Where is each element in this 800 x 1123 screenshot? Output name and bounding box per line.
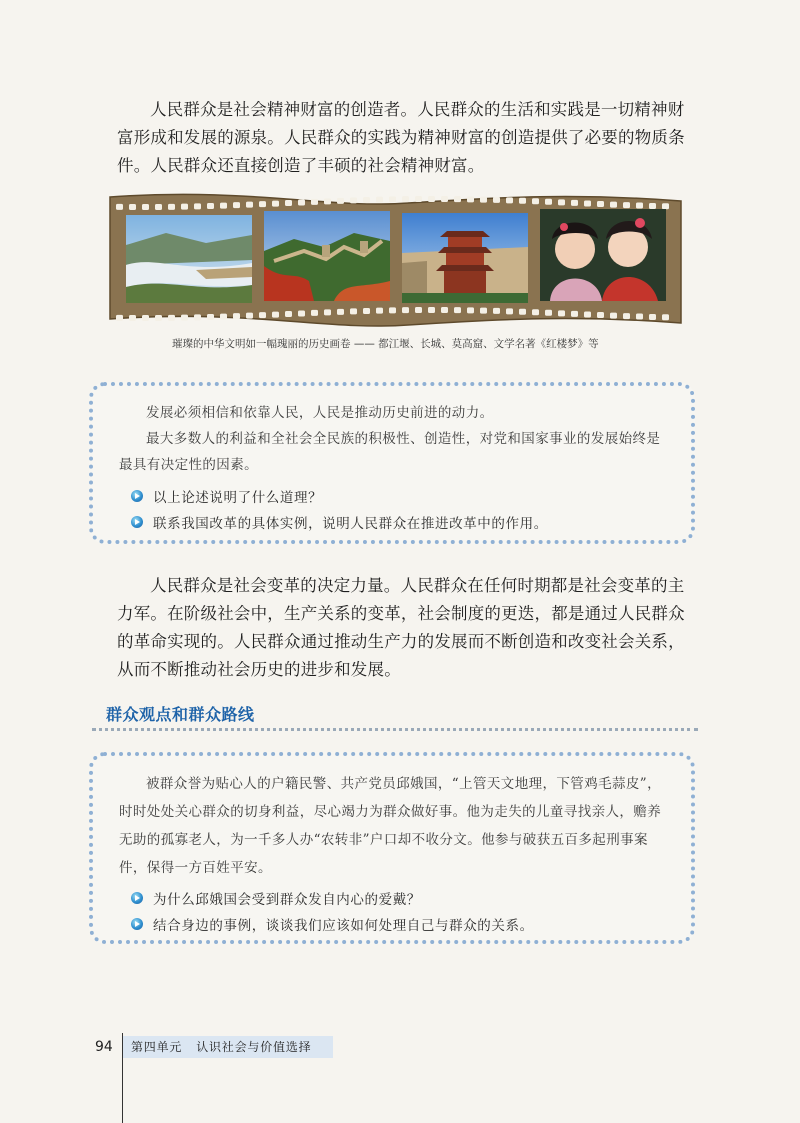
sprocket-hole [480,308,487,314]
play-bullet-icon [131,516,143,528]
play-bullet-icon [131,892,143,904]
question-text: 联系我国改革的具体实例，说明人民群众在推进改革中的作用。 [153,516,548,532]
sprocket-hole [532,198,539,204]
footer-unit: 第四单元 [131,1040,183,1054]
sprocket-hole [324,198,331,204]
sprocket-hole [415,196,422,202]
sprocket-hole [402,196,409,202]
page-number: 94 [95,1039,113,1055]
sprocket-hole [493,197,500,203]
sprocket-hole [363,197,370,203]
sprocket-hole [519,309,526,315]
sprocket-hole [337,198,344,204]
sprocket-hole [454,307,461,313]
sprocket-hole [480,197,487,203]
sprocket-hole [441,307,448,313]
sprocket-hole [402,307,409,313]
sprocket-hole [194,203,201,209]
photo-dream-of-red-mansions [540,209,666,301]
sprocket-hole [220,314,227,320]
sprocket-hole [207,314,214,320]
sprocket-hole [376,197,383,203]
sprocket-hole [623,202,630,208]
box2-text: 被群众誉为贴心人的户籍民警、共产党员邱娥国，“上管天文地理，下管鸡毛蒜皮”，时时处处关心群众的切身利益，尽心竭力为群众做好事。他为走失的儿童寻找亲人，赡养无助的孤寡老人，为一千多人办“农转非”户口却不收分文。他参与破获五百多起刑事案件，保得一方百姓平安。 [119,776,662,876]
sprocket-hole [350,197,357,203]
sprocket-hole [506,197,513,203]
question-text: 为什么邱娥国会受到群众发自内心的爱戴？ [153,892,421,908]
sprocket-hole [376,308,383,314]
sprocket-hole [571,200,578,206]
sprocket-hole [467,307,474,313]
sprocket-hole [545,199,552,205]
sprocket-hole [181,315,188,321]
box1-question-2 [131,512,548,532]
sprocket-hole [181,204,188,210]
section-title: 群众观点和群众路线 [106,705,255,724]
sprocket-hole [558,310,565,316]
sprocket-hole [506,308,513,314]
sprocket-hole [129,204,136,210]
box1-text-2: 最大多数人的利益和全社会全民族的积极性、创造性，对党和国家事业的发展始终是最具有决定性的因素。 [119,431,661,473]
sprocket-hole [311,199,318,205]
sprocket-hole [246,313,253,319]
footer-unit-bar [123,1036,333,1058]
sprocket-hole [636,314,643,320]
sprocket-hole [584,311,591,317]
sprocket-hole [168,315,175,321]
sprocket-hole [415,307,422,313]
sprocket-hole [168,204,175,210]
sprocket-hole [233,202,240,208]
box2-question-2 [131,914,534,934]
sprocket-hole [272,201,279,207]
sprocket-hole [623,313,630,319]
sprocket-hole [129,315,136,321]
paragraph-social-change: 人民群众是社会变革的决定力量。人民群众在任何时期都是社会变革的主力军。在阶级社会中，生产关系的变革，社会制度的更迭，都是通过人民群众的革命实现的。人民群众通过推动生产力的发展而不断创造和改变社会关系，从而不断推动社会历史的进步和发展。 [117,576,685,679]
sprocket-hole [272,312,279,318]
case-study-box [89,752,695,944]
paragraph-spiritual-wealth: 人民群众是社会精神财富的创造者。人民群众的生活和实践是一切精神财富形成和发展的源泉。人民群众的实践为精神财富的创造提供了必要的物质条件。人民群众还直接创造了丰硕的社会精神财富。 [117,100,685,175]
footer-unit-title: 认识社会与价值选择 [196,1040,312,1054]
box1-text-1: 发展必须相信和依靠人民，人民是推动历史前进的动力。 [146,405,494,421]
sprocket-hole [493,308,500,314]
sprocket-hole [246,202,253,208]
sprocket-hole [662,203,669,209]
sprocket-hole [662,314,669,320]
photo-dujiangyan [126,215,252,303]
sprocket-hole [259,312,266,318]
sprocket-hole [649,203,656,209]
question-text: 结合身边的事例，谈谈我们应该如何处理自己与群众的关系。 [153,918,534,934]
photo-great-wall [264,211,390,301]
film-strip-image [108,191,683,331]
sprocket-hole [285,200,292,206]
sprocket-hole [649,314,656,320]
play-bullet-icon [131,490,143,502]
sprocket-hole [194,314,201,320]
sprocket-hole [155,204,162,210]
sprocket-hole [285,311,292,317]
sprocket-hole [337,309,344,315]
play-bullet-icon [131,918,143,930]
sprocket-hole [454,196,461,202]
sprocket-hole [597,201,604,207]
sprocket-hole [142,315,149,321]
sprocket-hole [610,202,617,208]
sprocket-hole [363,308,370,314]
sprocket-hole [116,315,123,321]
sprocket-hole [389,196,396,202]
sprocket-hole [298,199,305,205]
sprocket-hole [155,315,162,321]
sprocket-hole [389,307,396,313]
sprocket-hole [597,312,604,318]
sprocket-hole [571,311,578,317]
figure-caption: 璀璨的中华文明如一幅瑰丽的历史画卷 —— 都江堰、长城、莫高窟、文学名著《红楼梦》等 [172,338,599,350]
sprocket-hole [532,309,539,315]
photo-mogao-caves [402,213,528,303]
sprocket-hole [298,310,305,316]
sprocket-hole [233,313,240,319]
sprocket-hole [428,307,435,313]
sprocket-hole [545,310,552,316]
question-text: 以上论述说明了什么道理？ [153,490,323,506]
box1-question-1 [131,486,322,506]
sprocket-hole [311,310,318,316]
sprocket-hole [584,200,591,206]
sprocket-hole [610,313,617,319]
sprocket-hole [636,203,643,209]
sprocket-hole [467,196,474,202]
sprocket-hole [558,199,565,205]
sprocket-hole [259,201,266,207]
sprocket-hole [142,204,149,210]
sprocket-hole [350,308,357,314]
box2-question-1 [131,888,421,908]
sprocket-hole [324,309,331,315]
sprocket-hole [441,196,448,202]
sprocket-hole [220,203,227,209]
discussion-box-1 [89,382,695,544]
sprocket-hole [519,198,526,204]
sprocket-hole [207,203,214,209]
section-divider [92,728,698,731]
sprocket-hole [428,196,435,202]
sprocket-hole [116,204,123,210]
